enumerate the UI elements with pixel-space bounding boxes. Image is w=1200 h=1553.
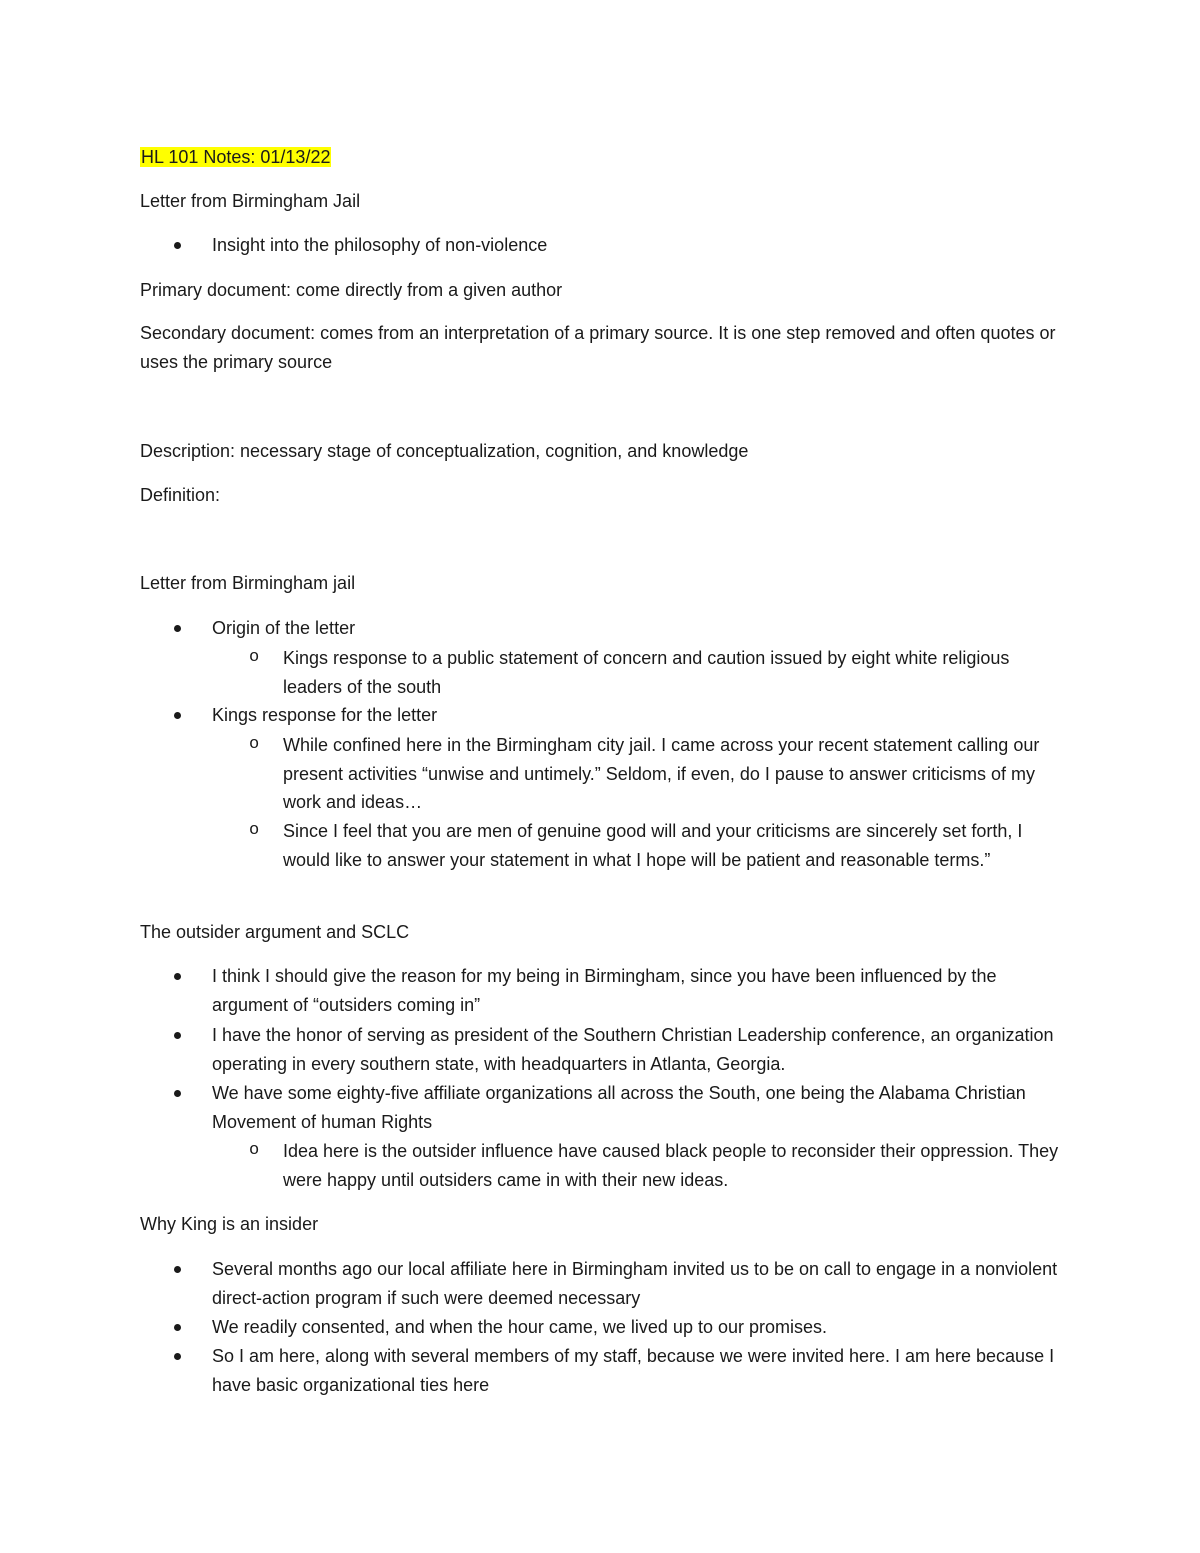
sub-item-response-1: o While confined here in the Birmingham city jail. I came across your recent statement calling our present activities “unwise and untimely.” Seldom, if even, do I pause to answer criticisms of my work and ideas… <box>283 731 1063 817</box>
section-heading-letter: Letter from Birmingham Jail <box>140 191 361 211</box>
bullet-item-insider-1: Several months ago our local affiliate here in Birmingham invited us to be on call to engage in a nonviolent direct-action program if such were deemed necessary <box>212 1255 1062 1312</box>
notes-title: HL 101 Notes: 01/13/22 <box>141 147 331 167</box>
bullet-item-outsider-3: We have some eighty-five affiliate organizations all across the South, one being the Alabama Christian Movement of human Rights <box>212 1079 1062 1136</box>
secondary-document-note: Secondary document: comes from an interpretation of a primary source. It is one step removed and often quotes or uses the primary source <box>140 323 1056 372</box>
bullet-item-insider-2: We readily consented, and when the hour came, we lived up to our promises. <box>212 1313 1062 1342</box>
bullet-item: Insight into the philosophy of non-violence <box>212 231 1062 260</box>
section-heading-insider: Why King is an insider <box>140 1214 319 1234</box>
sub-item-outsider: o Idea here is the outsider influence have caused black people to reconsider their oppression. They were happy until outsiders came in with their new ideas. <box>283 1137 1063 1194</box>
bullet-item-insider-3: So I am here, along with several members of my staff, because we were invited here. I am here because I have basic organizational ties here <box>212 1342 1062 1399</box>
primary-document-note: Primary document: come directly from a given author <box>140 280 563 300</box>
bullet-item-origin: Origin of the letter <box>212 614 1062 643</box>
bullet-item-outsider-2: I have the honor of serving as president of the Southern Christian Leadership conference, an organization operating in every southern state, with headquarters in Atlanta, Georgia. <box>212 1021 1062 1078</box>
section-heading-outsider: The outsider argument and SCLC <box>140 922 410 942</box>
sub-item-response-2: o Since I feel that you are men of genuine good will and your criticisms are sincerely set forth, I would like to answer your statement in what I hope will be patient and reasonable terms.” <box>283 817 1063 874</box>
notes-title-line <box>140 143 1060 172</box>
section-heading-letter-jail: Letter from Birmingham jail <box>140 573 356 593</box>
description-note: Description: necessary stage of conceptualization, cognition, and knowledge <box>140 441 749 461</box>
definition-note: Definition: <box>140 485 221 505</box>
sub-item-origin: o Kings response to a public statement of concern and caution issued by eight white religious leaders of the south <box>283 644 1063 701</box>
bullet-item-response: Kings response for the letter <box>212 701 1062 730</box>
bullet-item-outsider-1: I think I should give the reason for my being in Birmingham, since you have been influenced by the argument of “outsiders coming in” <box>212 962 1062 1019</box>
